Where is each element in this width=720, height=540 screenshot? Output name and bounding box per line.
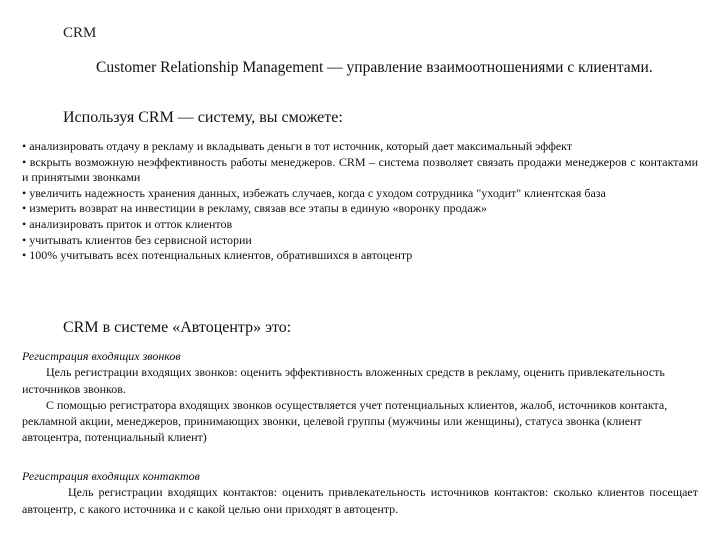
list-item: • анализировать отдачу в рекламу и вкладывать деньги в тот источник, который дает максимальный эффект <box>22 139 573 153</box>
section-paragraph: Цель регистрации входящих контактов: оценить привлекательность источников контактов: сколько клиентов посещает автоцентр, с какого источника и с какой целью они приходят в автоцентр. <box>22 485 698 516</box>
list-item: • увеличить надежность хранения данных, избежать случаев, когда с уходом сотрудника "уходит" клиентская база <box>22 185 606 200</box>
capabilities-heading: Используя CRM — систему, вы сможете: <box>63 109 343 126</box>
capabilities-list <box>22 139 698 264</box>
list-item: • 100% учитывать всех потенциальных клиентов, обратившихся в автоцентр <box>22 248 413 263</box>
section-subtitle: Регистрация входящих звонков <box>22 349 181 363</box>
contacts-registration-section <box>22 468 698 517</box>
document-title: CRM <box>63 25 97 41</box>
section-subtitle: Регистрация входящих контактов <box>22 469 200 483</box>
calls-registration-section <box>22 348 698 446</box>
crm-definition <box>22 58 698 77</box>
list-item: • анализировать приток и отток клиентов <box>22 216 233 231</box>
section-paragraph: Цель регистрации входящих звонков: оценить эффективность вложенных средств в рекламу, оценить привлекательность источников звонков. <box>22 365 665 396</box>
list-item: • измерить возврат на инвестиции в рекламу, связав все этапы в единую «воронку продаж» <box>22 201 487 216</box>
section-paragraph: С помощью регистратора входящих звонков осуществляется учет потенциальных клиентов, жалоб, источников контакта, рекламной акции, менеджеров, принимающих звонки, целевой группы (мужчины или женщины), статуса звонка (клиент автоцентра, потенциальный клиент) <box>22 397 668 445</box>
list-item: • учитывать клиентов без сервисной истории <box>22 232 252 247</box>
crm-definition-text: Customer Relationship Management — управление взаимоотношениями с клиентами. <box>96 59 653 76</box>
list-item: • вскрыть возможную неэффективность работы менеджеров. CRM – система позволяет связать продажи менеджеров с контактами и принятыми звонками <box>22 154 698 185</box>
autocenter-heading: CRM в системе «Автоцентр» это: <box>63 319 292 336</box>
